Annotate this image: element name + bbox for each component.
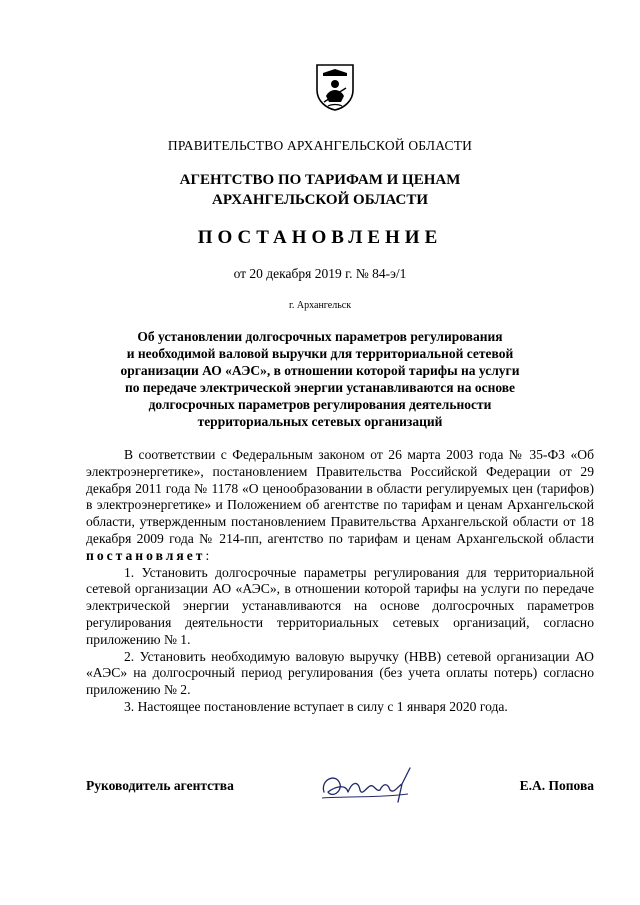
subject-line: организации АО «АЭС», в отношении которой тарифы на услуги [120,363,520,378]
signatory-name: Е.А. Попова [519,778,594,793]
agency-name-line1: АГЕНТСТВО ПО ТАРИФАМ И ЦЕНАМ [179,172,461,188]
agency-name-line2: АРХАНГЕЛЬСКОЙ ОБЛАСТИ [212,192,428,208]
item-1-paragraph: 1. Установить долгосрочные параметры регулирования для территориальной сетевой организации АО «АЭС», в отношении которой тарифы на услуги по передаче электрической энергии устанавливаются на основе долгосрочных параметров регулирования деятельности территориальных сетевых организаций, согласно приложению № 1. [86,564,594,647]
preamble-text: В соответствии с Федеральным законом от 26 марта 2003 года № 35-ФЗ «Об электроэнергетике», постановлением Правительства Российской Федерации от 29 декабря 2011 года № 1178 «О ценообразовании в области регулируемых цен (тарифов) в электроэнергетике» и Положением об агентстве по тарифам и ценам Архангельской области, утвержденным постановлением Правительства Архангельской области от 18 декабря 2009 года № 214-пп, агентство по тарифам и ценам Архангельской области [86,447,594,546]
resolves-colon: : [205,547,210,563]
document-body [86,447,594,716]
document-city: г. Архангельск [288,300,352,311]
coat-of-arms-emblem [314,62,356,112]
signatory-role: Руководитель агентства [86,778,234,793]
subject-line: и необходимой валовой выручки для территориальной сетевой [126,346,514,361]
agency-name [0,170,640,210]
subject-line: долгосрочных параметров регулирования деятельности [148,397,492,412]
document-dateline: от 20 декабря 2019 г. № 84-э/1 [233,266,407,281]
item-3-paragraph: 3. Настоящее постановление вступает в силу с 1 января 2020 года. [124,698,508,714]
preamble-paragraph [86,447,594,565]
document-subject [0,328,640,430]
subject-line: по передаче электрической энергии устанавливаются на основе [124,380,516,395]
document-type-title: ПОСТАНОВЛЕНИЕ [197,227,443,248]
handwritten-signature [318,762,428,806]
subject-line: Об установлении долгосрочных параметров регулирования [137,329,503,344]
government-name: ПРАВИТЕЛЬСТВО АРХАНГЕЛЬСКОЙ ОБЛАСТИ [167,138,473,153]
subject-line: территориальных сетевых организаций [197,414,443,429]
item-2-paragraph: 2. Установить необходимую валовую выручку (НВВ) сетевой организации АО «АЭС» на долгосрочный период регулирования (без учета оплаты потерь) согласно приложению № 2. [86,648,594,698]
resolves-word: постановляет [86,547,206,563]
